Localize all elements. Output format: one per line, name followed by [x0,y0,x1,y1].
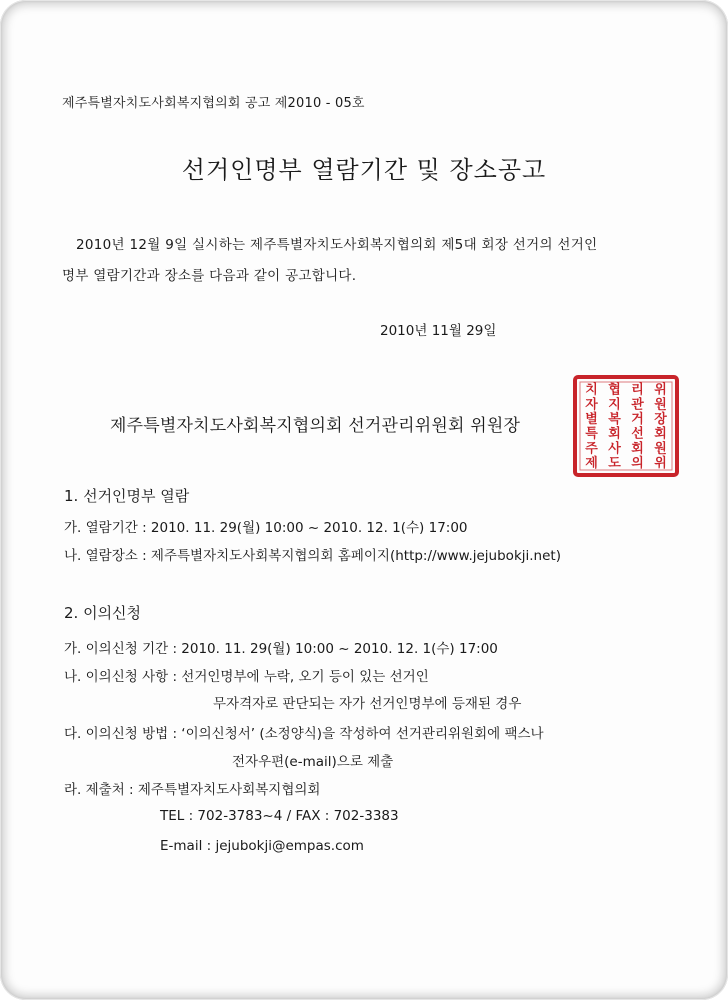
seal-character: 사 [608,441,621,457]
section-title-voter-roll: 1. 선거인명부 열람 [64,487,190,505]
seal-character: 위 [654,382,667,398]
notice-number: 제주특별자치도사회복지협의회 공고 제2010 - 05호 [62,96,365,111]
seal-character: 회 [654,426,667,442]
seal-character: 제 [585,456,598,472]
section2-item-matter: 나. 이의신청 사항 : 선거인명부에 누락, 오기 등이 있는 선거인 [64,669,429,685]
section2-item-method-cont: 전자우편(e-mail)으로 제출 [232,754,394,770]
seal-character: 회 [631,441,644,457]
contact-tel-fax: TEL : 702-3783~4 / FAX : 702-3383 [160,808,399,824]
section2-item-period: 가. 이의신청 기간 : 2010. 11. 29(월) 10:00 ~ 2010. 12. 1(수) 17:00 [64,641,498,657]
seal-character: 회 [608,426,621,442]
seal-character: 위 [654,456,667,472]
seal-character: 주 [585,441,598,457]
seal-character: 의 [631,456,644,472]
seal-character: 거 [631,412,644,428]
section1-item-period [64,516,468,536]
section2-item-matter-cont: 무자격자로 판단되는 자가 선거인명부에 등재된 경우 [213,696,522,712]
section1-item-period-text: 가. 열람기간 : 2010. 11. 29(월) 10:00 ~ 2010. 12. 1(수) 17:00 [64,520,468,536]
page-title: 선거인명부 열람기간 및 장소공고 [181,156,547,184]
seal-character: 장 [654,412,667,428]
seal-character: 리 [631,382,644,398]
official-seal-stamp [573,375,679,477]
seal-character: 치 [585,382,598,398]
section-title-objection: 2. 이의신청 [64,604,142,622]
seal-character: 별 [585,412,598,428]
contact-email: E-mail : jejubokji@empas.com [160,838,364,854]
section2-item-submission: 라. 제출처 : 제주특별자치도사회복지협의회 [64,782,321,798]
seal-character: 원 [654,397,667,413]
seal-character: 복 [608,412,621,428]
body-text-line-2: 명부 열람기간과 장소를 다음과 같이 공고합니다. [62,268,357,284]
seal-character: 원 [654,441,667,457]
body-text-line-1: 2010년 12월 9일 실시하는 제주특별자치도사회복지협의회 제5대 회장 선거의 선거인 [76,237,598,253]
seal-character: 지 [608,397,621,413]
seal-character: 특 [585,426,598,442]
seal-character: 자 [585,397,598,413]
section2-item-method: 다. 이의신청 방법 : ‘이의신청서’ (소정양식)을 작성하여 선거관리위원회에 팩스나 [64,726,544,742]
seal-character: 도 [608,456,621,472]
seal-character: 협 [608,382,621,398]
notice-date: 2010년 11월 29일 [380,323,497,339]
signer-title: 제주특별자치도사회복지협의회 선거관리위원회 위원장 [110,416,521,436]
section1-item-location [64,544,561,564]
seal-character: 선 [631,426,644,442]
section1-item-location-text: 나. 열람장소 : 제주특별자치도사회복지협의회 홈페이지(http://www.jejubokji.net) [64,548,561,564]
seal-character: 관 [631,397,644,413]
